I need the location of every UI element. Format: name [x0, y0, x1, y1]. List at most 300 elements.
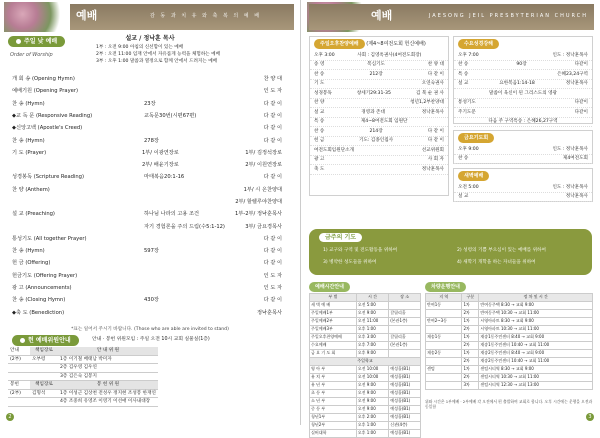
info-row: [454, 183, 592, 193]
shuttle-cell: 반여동주택 8:30 → 교회 9:00: [479, 302, 593, 310]
schedule-cell: 새 벽 예 배: [310, 302, 357, 310]
info-key: 성경봉독: [314, 90, 332, 96]
order-label: 성경봉독 (Scripture Reading): [12, 174, 84, 181]
order-row: [12, 171, 282, 183]
order-leader: 2부/ 이원연장로: [245, 162, 282, 169]
right-page: [300, 0, 600, 436]
schedule-cell: 오후 1:00: [356, 326, 388, 334]
info-mid: 창세기29:31-35: [356, 90, 391, 96]
edu-cell: 오전 9:00: [356, 382, 388, 390]
schedule-head-cell: 장 소: [389, 294, 421, 302]
schedule-row: [310, 342, 421, 350]
shuttle-head-cell: 정 차 및 시 간: [479, 294, 593, 302]
info-key: 오후 9:00: [458, 146, 479, 152]
order-detail: 430장: [144, 297, 159, 304]
shuttle-head-cell: 지 역: [426, 294, 462, 302]
shuttle-row: [426, 310, 593, 318]
edu-cell: 소 년 부: [310, 398, 357, 406]
standing-note: *표는 일어서 주시기 바랍니다. (Those who are able are invited to stand): [71, 327, 229, 332]
info-row: [454, 108, 592, 118]
schedule-cell: 주일예배2부: [310, 318, 357, 326]
order-row: [12, 270, 282, 282]
order-leader: 1부-2부/ 정낙훈목사: [235, 211, 282, 218]
wednesday-pill: 수요성경강해: [458, 39, 499, 49]
order-label: ◆신앙고백 (Apostle's Creed): [12, 125, 83, 132]
order-leader: 다 같 이: [263, 260, 282, 267]
edu-cell: 오전 9:00: [356, 406, 388, 414]
schedule-row: [310, 350, 421, 358]
edu-cell: 실버대학: [310, 430, 357, 438]
shuttle-cell: 1차: [462, 318, 479, 326]
info-row: [310, 108, 448, 118]
info-row: [454, 118, 592, 128]
info-key: 찬 양: [314, 100, 325, 105]
friday-box: [453, 130, 593, 164]
info-key: 여전도회임원단소개: [314, 147, 354, 153]
order-row: [12, 282, 282, 294]
shuttle-cell: 2차: [462, 310, 479, 318]
schedule-cell: 주일오후찬양예배: [310, 334, 357, 342]
order-row: [12, 233, 282, 245]
volunteer-pill: 헌 예배위원안내: [12, 335, 79, 346]
schedule-cell: 금 요 기 도 회: [310, 350, 357, 358]
order-detail: 교독문30번(시편67편): [144, 112, 197, 119]
order-row: [12, 245, 282, 257]
edu-row: [310, 422, 421, 430]
info-row: [310, 118, 448, 128]
info-key: 주기도문: [458, 109, 476, 115]
shuttle-cell: 재송1동: [426, 334, 462, 342]
shuttle-cell: 센텀시티역 8:30 → 교회 9:00: [479, 366, 593, 374]
order-row: [12, 98, 282, 110]
schedule-cell: 갈릴리홀: [389, 310, 421, 318]
info-value: 청년1,2부찬양대: [410, 100, 444, 105]
info-key: 찬 송: [314, 71, 325, 77]
shuttle-cell: [426, 382, 462, 390]
shuttle-cell: 센텀: [426, 366, 462, 374]
shuttle-row: [426, 334, 593, 342]
schedule-cell: 오후 9:00: [356, 350, 388, 358]
edu-head-row: [310, 358, 421, 366]
info-value: 인도 : 정낙훈목사: [552, 184, 588, 190]
info-key: 헌 금: [314, 138, 325, 143]
volunteer-row: [8, 364, 158, 373]
edu-cell: 청년2부: [310, 422, 357, 430]
shuttle-row: [426, 326, 593, 334]
volunteer-row: [8, 372, 158, 381]
shuttle-cell: [426, 342, 462, 350]
order-row: [12, 307, 282, 319]
page-number-right: 3: [586, 413, 594, 421]
order-leader: 다 같 이: [263, 100, 282, 107]
banner-title: 예배: [76, 9, 98, 22]
edu-cell: 오전 10:00: [356, 366, 388, 374]
info-mid: 요한복음1:14-18: [499, 81, 535, 86]
edu-cell: 예성홀(B1): [389, 374, 421, 382]
shuttle-cell: 시영아파트 10:30 → 교회 11:00: [479, 326, 593, 334]
dawn-rows: [454, 183, 592, 202]
order-label: ◆교 독 문 (Responsive Reading): [12, 112, 93, 119]
edu-cell: 오전 10:00: [356, 374, 388, 382]
order-leader: 다 같 이: [263, 137, 282, 144]
info-key: 오전 5:00: [458, 184, 479, 190]
info-key: 설 교: [314, 109, 325, 115]
shuttle-cell: 반여동주택 10:30 → 교회 11:00: [479, 310, 593, 318]
volunteer-cell: 오부령: [30, 355, 58, 364]
info-key: 송 영: [314, 62, 325, 67]
order-detail: 마태복음20:1-16: [144, 174, 185, 181]
shuttle-cell: 2차: [462, 342, 479, 350]
edu-head: 주일학교: [310, 358, 421, 366]
order-row: [12, 221, 282, 233]
edu-cell: 예성홀(B1): [389, 414, 421, 422]
order-label: 헌 금 (Offering): [12, 260, 51, 267]
order-detail: 597장: [144, 248, 159, 255]
order-row: [12, 294, 282, 306]
shuttle-cell: 1차: [462, 366, 479, 374]
schedule-cell: [389, 326, 421, 334]
volunteer-cell: [8, 372, 30, 381]
prayer-3: 3) 병약한 성도들을 위하여: [323, 260, 377, 265]
shuttle-cell: 시영아파트 8:30 → 교회 9:00: [479, 318, 593, 326]
evening-rows: [310, 51, 448, 175]
volunteer-row: [8, 398, 158, 407]
edu-cell: 초 등 부: [310, 390, 357, 398]
edu-row: [310, 366, 421, 374]
order-detail: 1부/ 이광연장로: [142, 149, 179, 156]
info-row: [310, 89, 448, 99]
edu-cell: 예성홀(B1): [389, 390, 421, 398]
info-mid: 212장: [369, 71, 383, 77]
banner-title-right: 예배: [371, 9, 393, 22]
info-value: 다같이: [574, 109, 588, 115]
info-row: [454, 89, 592, 99]
volunteer-cell: [30, 398, 58, 407]
order-label: ◆축 도 (Benediction): [12, 309, 65, 316]
prayer-2: 2) 성령의 기쁨 부으심이 있는 예배를 위하여: [457, 248, 546, 253]
prayer-box: [309, 229, 592, 275]
edu-cell: 오후 2:00: [356, 414, 388, 422]
shuttle-cell: 2차: [462, 374, 479, 382]
info-key: 광 고: [314, 157, 325, 162]
info-row: [310, 156, 448, 166]
edu-row: [310, 430, 421, 438]
edu-cell: 예성홀(B1): [389, 382, 421, 390]
info-key: 설 교: [458, 194, 469, 199]
order-list: [12, 73, 282, 319]
sermon-line: 설교 / 정낙훈 목사: [125, 35, 175, 42]
edu-cell: 예성홀(B1): [389, 430, 421, 438]
info-mid: 다음 주 구역특송 : 은혜26,27구역: [488, 119, 558, 124]
volunteer-cell: 봉헌: [8, 381, 30, 390]
prayer-1: 1) 교구와 구역 및 전도활동을 위하여: [323, 248, 398, 253]
order-label: 개 회 송 (Opening Hymn): [12, 76, 75, 83]
info-value: 다같이: [574, 100, 588, 105]
info-key: 특 송: [458, 71, 469, 77]
edu-cell: 오전 9:00: [356, 390, 388, 398]
shuttle-head-row: [426, 294, 593, 302]
info-key: 축 도: [314, 166, 325, 172]
order-row: [12, 110, 282, 122]
shuttle-row: [426, 382, 593, 390]
info-mid: 214장: [369, 128, 383, 134]
edu-cell: 신관(4층): [389, 422, 421, 430]
info-value: 정낙훈목사: [421, 109, 444, 115]
info-key: 오후 7:00: [458, 52, 479, 58]
edu-cell: 오후 1:00: [356, 430, 388, 438]
order-row: [12, 122, 282, 134]
info-value: 선교위원회: [421, 147, 444, 153]
info-value: 다같이: [574, 62, 588, 67]
shuttle-cell: [426, 310, 462, 318]
info-value: 다 같 이: [427, 128, 444, 134]
info-row: [454, 51, 592, 61]
order-row: [12, 184, 282, 196]
info-value: 김 북 순 권 사: [415, 90, 444, 96]
edu-cell: 예성홀(B1): [389, 398, 421, 406]
edu-cell: 유 년 부: [310, 382, 357, 390]
schedule-row: [310, 310, 421, 318]
info-value: 다 같 이: [427, 138, 444, 143]
info-key: 오후 3:00: [314, 52, 335, 58]
order-row: [12, 159, 282, 171]
volunteer-cell: 1층 이성근 김상천 전성우 정지현 조성봉 한재연: [60, 390, 156, 396]
order-leader: 다 같 이: [263, 235, 282, 242]
order-leader: 다 같 이: [263, 174, 282, 181]
shuttle-cell: 센텀시티역 10:30 → 교회 11:00: [479, 374, 593, 382]
order-label: 광 고 (Announcements): [12, 285, 72, 292]
info-value: 다 같 이: [427, 71, 444, 77]
volunteer-cell: [8, 364, 30, 373]
edu-row: [310, 398, 421, 406]
order-english: Order of Worship: [10, 52, 53, 58]
schedule-cell: [389, 350, 421, 358]
info-row: [454, 99, 592, 109]
shuttle-cell: 재송1동주민센터 8:40 → 교회 9:00: [479, 334, 593, 342]
info-row: [454, 61, 592, 71]
volunteer-table: [8, 347, 158, 407]
shuttle-cell: 반여1동: [426, 302, 462, 310]
shuttle-row: [426, 318, 593, 326]
order-leader: 다 같 이: [263, 248, 282, 255]
flower-image: [4, 2, 66, 32]
dawn-pill: 새벽예배: [458, 171, 489, 181]
edu-cell: 예성홀(B1): [389, 406, 421, 414]
info-key: 찬 송: [458, 62, 469, 67]
shuttle-cell: 1차: [462, 302, 479, 310]
volunteer-row: [8, 381, 158, 390]
edu-row: [310, 382, 421, 390]
order-row: [12, 147, 282, 159]
info-row: [310, 61, 448, 71]
info-row: [310, 165, 448, 175]
volunteer-cell: 4층 조중희 유영조 이영기 이선애 이사내대장: [58, 398, 158, 407]
schedule-cell: [389, 302, 421, 310]
schedule-cell: 오후 3:00: [356, 334, 388, 342]
volunteer-cell: 봉 헌 위 원: [58, 381, 158, 390]
info-row: [310, 70, 448, 80]
evening-sub: (제4~8여전도회 헌신예배): [366, 41, 426, 47]
info-row: [310, 51, 448, 61]
schedule-row: [310, 334, 421, 342]
order-leader: 1부/ 시 온찬양대: [243, 186, 282, 193]
service-times: [96, 44, 220, 65]
order-row: [12, 196, 282, 208]
shuttle-cell: 1차: [462, 334, 479, 342]
shuttle-cell: 2차: [462, 358, 479, 366]
time-3: 3부 : 오후 1:00 말씀과 열정으로 함께 안에서 드려지는 예배: [96, 59, 218, 64]
time-2: 2부 : 오전 11:00 임재 안에서 자유롭게 능력을 체험하는 예배: [96, 52, 221, 57]
info-row: [454, 193, 592, 203]
shuttle-header: [425, 282, 466, 292]
info-key: 찬 송: [458, 156, 469, 161]
shuttle-cell: [426, 326, 462, 334]
info-key: 찬 송: [314, 128, 325, 134]
shuttle-cell: 재송2동주민센터 8:40 → 교회 9:00: [479, 350, 593, 358]
volunteer-cell: (2부): [8, 355, 30, 364]
schedule-header: [309, 282, 350, 292]
order-detail: 23장: [144, 100, 156, 107]
shuttle-cell: 1차: [462, 350, 479, 358]
volunteer-header: [12, 335, 79, 346]
shuttle-note: 위와 시간은 1부예배 · 2부예배 각 오전에서 편 출발하여 교회로 합니다. 오후 시간에는 운행을 오전과 동일함: [425, 399, 593, 409]
volunteer-row: [8, 355, 158, 364]
edu-cell: 유 치 부: [310, 374, 357, 382]
schedule-cell: 오전 11:00: [356, 318, 388, 326]
shuttle-row: [426, 366, 593, 374]
order-leader: 다 같 이: [263, 297, 282, 304]
order-leader: 정낙훈목사: [256, 309, 282, 316]
schedule-head-cell: 부 별: [310, 294, 357, 302]
order-row: [12, 85, 282, 97]
schedule-cell: 주일예배3부: [310, 326, 357, 334]
order-leader: 3부/ 금요경목사: [245, 223, 282, 230]
schedule-head-cell: 시 간: [356, 294, 388, 302]
wednesday-box: [453, 36, 593, 124]
volunteer-cell: 안내: [8, 347, 30, 355]
info-row: [454, 80, 592, 90]
info-mid: 말씀이 육신이 된 그리스도의 영광: [489, 90, 557, 96]
schedule-cell: 주일예배1부: [310, 310, 357, 318]
schedule-pill: 예배시간안내: [309, 282, 350, 292]
volunteer-row: [8, 347, 158, 355]
schedule-row: [310, 302, 421, 310]
info-key: 특 송: [314, 119, 325, 124]
dawn-box: [453, 168, 593, 202]
edu-cell: 청년1부: [310, 414, 357, 422]
shuttle-cell: 3차: [462, 382, 479, 390]
order-leader: 다 같 이: [263, 125, 282, 132]
info-value: 사 회 자: [427, 157, 444, 162]
order-leader: 2부/ 할렐루야찬양대: [235, 198, 282, 205]
schedule-table: [309, 293, 421, 438]
info-mid: 사회 : 김영옥권사(4여전도회장): [357, 52, 422, 58]
info-value: 정낙훈목사: [421, 166, 444, 172]
banner-subtitle: 감 동 과 치 유 와 축 복 의 예 배: [150, 13, 262, 19]
friday-rows: [454, 145, 592, 164]
edu-row: [310, 374, 421, 382]
order-detail: 278장: [144, 137, 159, 144]
worship-banner-right: [309, 4, 594, 30]
info-mid: 경영과 존대: [361, 109, 385, 115]
order-label: 찬 양 (Anthem): [12, 186, 50, 193]
order-leader: 인 도 자: [263, 285, 282, 292]
page-number: 2: [6, 413, 14, 421]
order-leader: 인 도 자: [263, 88, 282, 95]
edu-cell: 영 아 부: [310, 366, 357, 374]
schedule-cell: (본관1층): [389, 318, 421, 326]
volunteer-cell: 안 내 위 원: [58, 347, 158, 355]
shuttle-cell: 2차: [462, 326, 479, 334]
shuttle-cell: 재송1동주민센터 10:40 → 교회 11:00: [479, 342, 593, 350]
volunteer-cell: 김형석: [30, 389, 58, 398]
info-value: 찬 양 대: [427, 62, 444, 67]
shuttle-row: [426, 342, 593, 350]
shuttle-row: [426, 302, 593, 310]
edu-row: [310, 406, 421, 414]
info-key: 설 교: [458, 81, 469, 86]
schedule-cell: (본관1층): [389, 342, 421, 350]
schedule-head-row: [310, 294, 421, 302]
shuttle-row: [426, 374, 593, 382]
volunteer-cell: [30, 372, 58, 381]
time-1: 1부 : 오전 9:00 아침의 신선함이 있는 예배: [96, 45, 184, 50]
shuttle-cell: 재송2동주민센터 10:40 → 교회 11:00: [479, 358, 593, 366]
info-row: [310, 127, 448, 137]
volunteer-cell: 1층 이기철 배태남 박미자: [58, 355, 158, 364]
edu-cell: 오후 1:00: [356, 422, 388, 430]
volunteer-cell: [30, 364, 58, 373]
info-row: [454, 155, 592, 165]
schedule-cell: 오후 7:00: [356, 342, 388, 350]
evening-box: [309, 36, 449, 196]
schedule-cell: 오전 9:00: [356, 310, 388, 318]
shuttle-cell: [426, 374, 462, 382]
order-leader: 찬 양 대: [263, 76, 282, 83]
info-value: 인도 : 정낙훈목사: [552, 146, 588, 152]
shuttle-cell: 재송2동: [426, 350, 462, 358]
worship-banner: [70, 4, 294, 30]
banner-subtitle-right: JAESONG JEIL PRESBYTERIAN CHURCH: [428, 13, 588, 19]
shuttle-cell: [426, 358, 462, 366]
order-detail: 2부/ 배윤기장로: [142, 162, 179, 169]
shuttle-head-cell: 구분: [462, 294, 479, 302]
schedule-cell: 수요예배: [310, 342, 357, 350]
order-leader: 1부/ 김정석장로: [245, 149, 282, 156]
info-mid: 복심기도: [367, 62, 385, 67]
volunteer-cell: (2부): [8, 389, 30, 398]
order-label: 헌금기도 (Offering Prayer): [12, 272, 78, 279]
info-mid: 제4~8여전도회 임원단: [360, 119, 408, 124]
order-row: [12, 257, 282, 269]
left-page: [0, 0, 300, 425]
order-detail: 자기 경험론을 주의 드림(수5:1-12): [144, 223, 225, 230]
order-detail: 하나님 나라의 고용 조건: [144, 211, 200, 218]
order-label: 설 교 (Preaching): [12, 211, 55, 218]
info-row: [310, 137, 448, 147]
order-label: 예배기원 (Opening Prayer): [12, 88, 79, 95]
shuttle-table: [425, 293, 593, 390]
order-leader: 다 같 이: [263, 112, 282, 119]
info-row: [310, 80, 448, 90]
order-label: 찬 송 (Hymn): [12, 100, 45, 107]
volunteer-cell: 책임장로: [30, 381, 58, 390]
info-row: [454, 145, 592, 155]
schedule-row: [310, 326, 421, 334]
schedule-cell: 오전 5:00: [356, 302, 388, 310]
info-value: 정낙훈목사: [565, 81, 588, 86]
info-value: 정낙훈목사: [565, 194, 588, 199]
